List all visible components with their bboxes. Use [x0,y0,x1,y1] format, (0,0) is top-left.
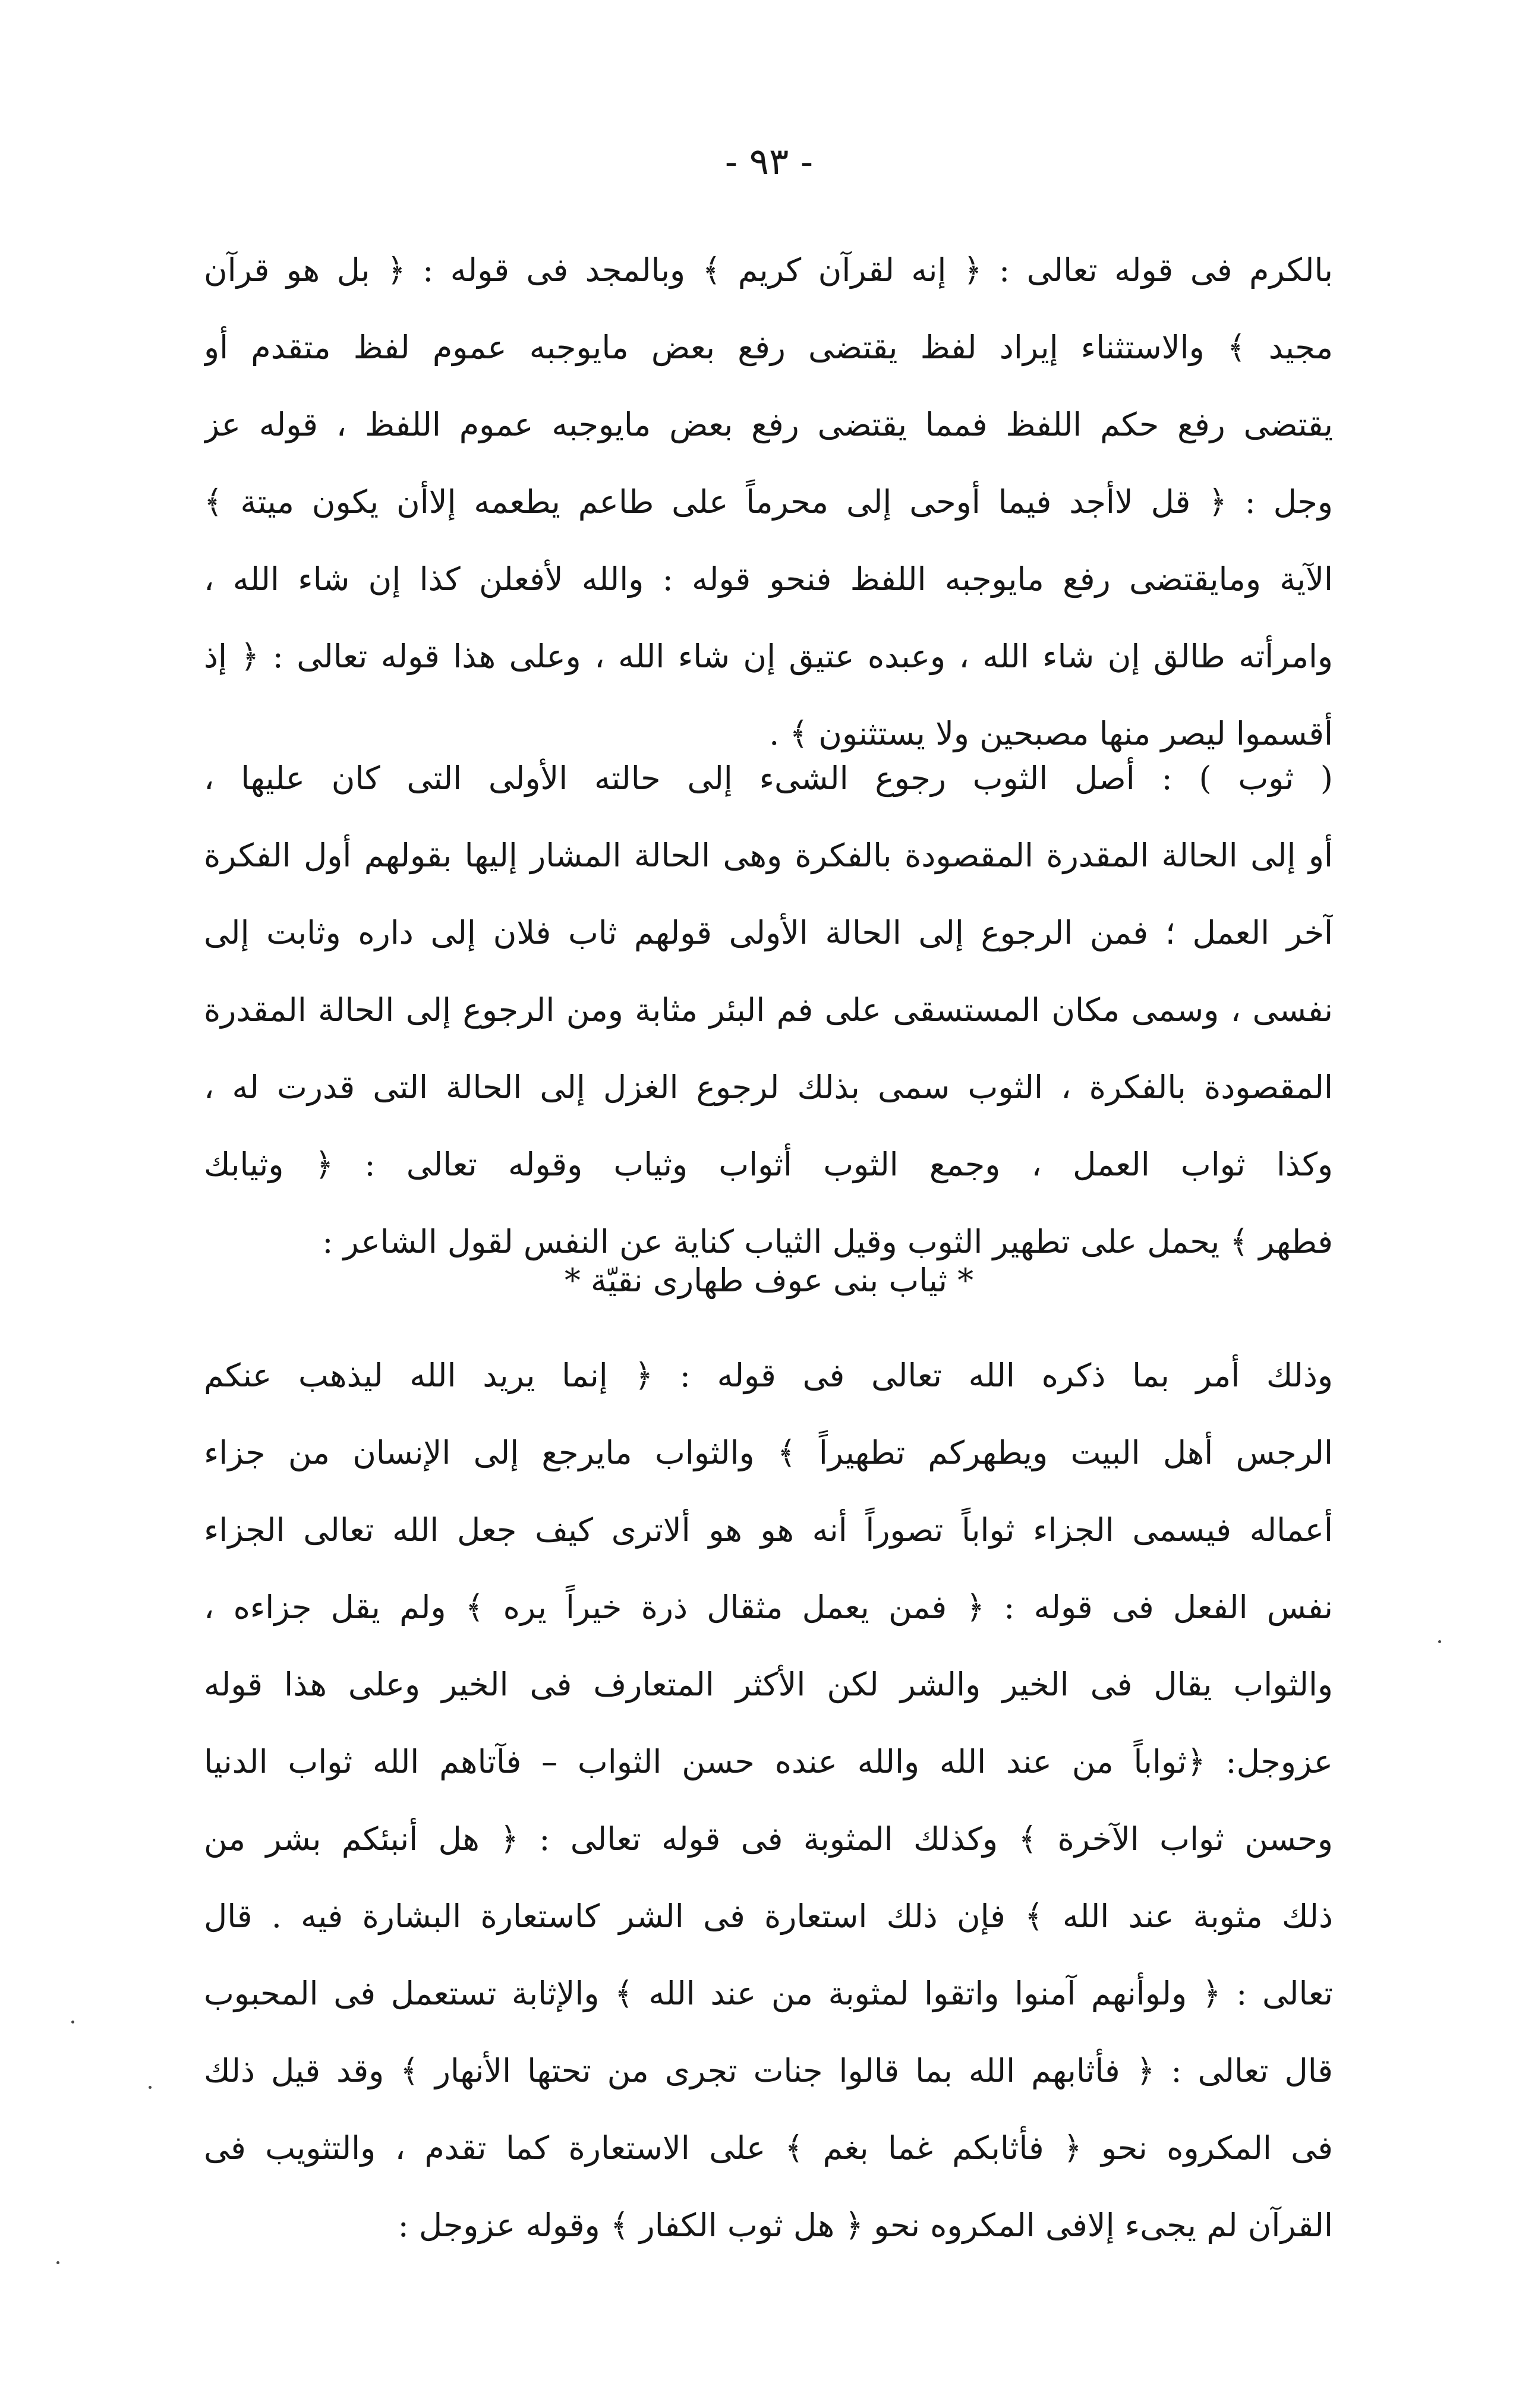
text-line: قال تعالى : ﴿ فأثابهم الله بما قالوا جنات تجرى من تحتها الأنهار ﴾ وقد قيل ذلك [204,2052,1333,2089]
text-line: مجيد ﴾ والاستثناء إيراد لفظ يقتضى رفع بعض مايوجبه عموم لفظ متقدم أو [204,329,1333,366]
text-line: نفس الفعل فى قوله : ﴿ فمن يعمل مثقال ذرة خيراً يره ﴾ ولم يقل جزاءه ، [204,1588,1333,1626]
text-line: والثواب يقال فى الخير والشر لكن الأكثر المتعارف فى الخير وعلى هذا قوله [204,1666,1333,1703]
text-line: وحسن ثواب الآخرة ﴾ وكذلك المثوبة فى قوله تعالى : ﴿ هل أنبئكم بشر من [204,1820,1333,1858]
text-line: ذلك مثوبة عند الله ﴾ فإن ذلك استعارة فى الشر كاستعارة البشارة فيه . قال [204,1898,1333,1935]
text-line: المقصودة بالفكرة ، الثوب سمى بذلك لرجوع الغزل إلى الحالة التى قدرت له ، [204,1069,1333,1106]
text-line: آخر العمل ؛ فمن الرجوع إلى الحالة الأولى قولهم ثاب فلان إلى داره وثابت إلى [204,914,1333,951]
text-line: القرآن لم يجىء إلافى المكروه نحو ﴿ هل ثوب الكفار ﴾ وقوله عزوجل : [398,2207,1333,2244]
paragraph-thawb [204,740,1333,1281]
text-line: نفسى ، وسمى مكان المستسقى على فم البئر مثابة ومن الرجوع إلى الحالة المقدرة [204,991,1333,1029]
text-line: بالكرم فى قوله تعالى : ﴿ إنه لقرآن كريم ﴾ وبالمجد فى قوله : ﴿ بل هو قرآن [204,251,1333,289]
text-line: عزوجل: ﴿ثواباً من عند الله والله عنده حسن الثواب – فآتاهم الله ثواب الدنيا [204,1743,1333,1780]
text-line: تعالى : ﴿ ولوأنهم آمنوا واتقوا لمثوبة من عند الله ﴾ والإثابة تستعمل فى المحبوب [204,1975,1333,2012]
text-line: ( ثوب ) : أصل الثوب رجوع الشىء إلى حالته الأولى التى كان عليها ، [204,759,1333,797]
scan-speck [1438,1640,1441,1643]
text-line: وامرأته طالق إن شاء الله ، وعبده عتيق إن شاء الله ، وعلى هذا قوله تعالى : ﴿ إذ [204,638,1333,675]
text-line: فى المكروه نحو ﴿ فأثابكم غما بغم ﴾ على الاستعارة كما تقدم ، والتثويب فى [204,2129,1333,2167]
text-line: وكذا ثواب العمل ، وجمع الثوب أثواب وثياب وقوله تعالى : ﴿ وثيابك [204,1146,1333,1183]
text-line: أو إلى الحالة المقدرة المقصودة بالفكرة وهى الحالة المشار إليها بقولهم أول الفكرة [204,837,1333,874]
scan-speck [149,2086,152,2089]
text-line: يقتضى رفع حكم اللفظ فمما يقتضى رفع بعض مايوجبه عموم اللفظ ، قوله عز [204,406,1333,443]
text-line: وجل : ﴿ قل لاأجد فيما أوحى إلى محرماً على طاعم يطعمه إلاأن يكون ميتة ﴾ [204,483,1333,521]
scan-speck [56,2261,59,2264]
text-line: أعماله فيسمى الجزاء ثواباً تصوراً أنه هو هو ألاترى كيف جعل الله تعالى الجزاء [204,1511,1333,1549]
text-line: أقسموا ليصر منها مصبحين ولا يستثنون ﴾ . [769,715,1333,752]
text-line: الآية ومايقتضى رفع مايوجبه اللفظ فنحو قوله : والله لأفعلن كذا إن شاء الله ، [204,560,1333,598]
paragraph-istithna [204,232,1333,773]
poetry-verse: * ثياب بنى عوف طهارى نقيّة * [564,1262,974,1299]
text-line: وذلك أمر بما ذكره الله تعالى فى قوله : ﴿ إنما يريد الله ليذهب عنكم [204,1357,1333,1394]
page-number: - ٩٣ - [725,140,813,183]
scan-speck [71,2021,74,2024]
paragraph-thawab [204,1337,1333,2264]
text-line: فطهر ﴾ يحمل على تطهير الثوب وقيل الثياب كناية عن النفس لقول الشاعر : [322,1223,1333,1260]
text-line: الرجس أهل البيت ويطهركم تطهيراً ﴾ والثواب مايرجع إلى الإنسان من جزاء [204,1434,1333,1471]
